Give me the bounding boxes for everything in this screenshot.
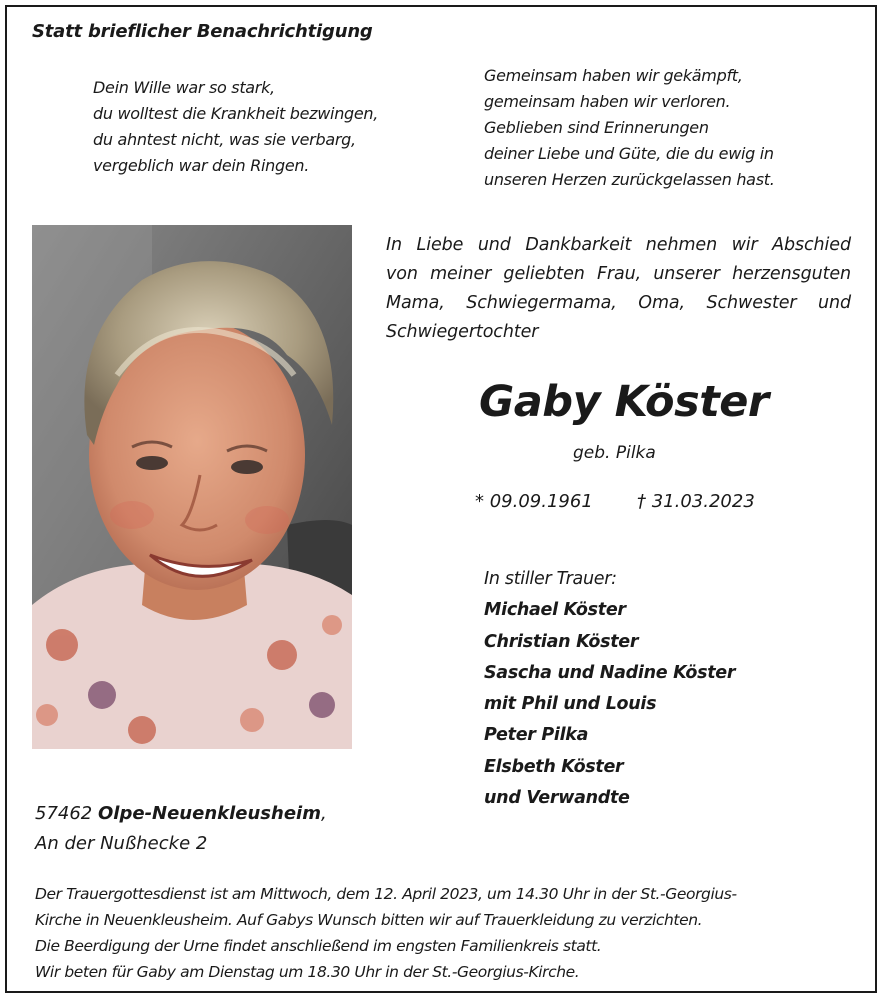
- intro-line: Mama, Schwiegermama, Oma, Schwester und: [386, 293, 851, 313]
- birth-date: * 09.09.1961: [475, 491, 593, 512]
- mourner-name: Sascha und Nadine Köster: [484, 662, 736, 683]
- mourner-name: Elsbeth Köster: [484, 756, 624, 777]
- poem-line: du ahntest nicht, was sie verbarg,: [93, 130, 356, 149]
- intro-line: von meiner geliebten Frau, unserer herzensguten: [386, 264, 851, 284]
- address-city-line: [35, 799, 327, 829]
- poem-line: vergeblich war dein Ringen.: [93, 156, 310, 175]
- address: [35, 799, 327, 859]
- street: An der Nußhecke 2: [35, 833, 208, 854]
- headline: Statt brieflicher Benachrichtigung: [32, 21, 373, 42]
- mourner-name: mit Phil und Louis: [484, 694, 657, 715]
- deceased-name: Gaby Köster: [479, 377, 769, 427]
- notice-line: Die Beerdigung der Urne findet anschließend im engsten Familienkreis statt.: [35, 937, 602, 955]
- address-comma: ,: [320, 803, 327, 824]
- poem-left: [93, 75, 378, 179]
- obituary-frame: [5, 5, 877, 993]
- poem-line: Gemeinsam haben wir gekämpft,: [484, 66, 743, 85]
- mourner-name: Michael Köster: [484, 600, 626, 621]
- poem-line: du wolltest die Krankheit bezwingen,: [93, 104, 379, 123]
- intro-line: In Liebe und Dankbarkeit nehmen wir Abschied: [386, 235, 851, 255]
- mourner-name: Peter Pilka: [484, 725, 589, 746]
- poem-line: Dein Wille war so stark,: [93, 78, 275, 97]
- mourners-lead: In stiller Trauer:: [484, 569, 617, 589]
- mourners-list: [484, 564, 735, 814]
- intro-text: [386, 231, 851, 347]
- poem-right: [484, 63, 775, 193]
- intro-line: Schwiegertochter: [386, 322, 539, 342]
- notice-line: Wir beten für Gaby am Dienstag um 18.30 Uhr in der St.-Georgius-Kirche.: [35, 963, 580, 981]
- death-date: † 31.03.2023: [637, 491, 755, 512]
- mourner-name: und Verwandte: [484, 788, 630, 809]
- notice-line: Kirche in Neuenkleusheim. Auf Gabys Wunsch bitten wir auf Trauerkleidung zu verzichten.: [35, 911, 703, 929]
- maiden-name: geb. Pilka: [573, 443, 656, 463]
- poem-line: deiner Liebe und Güte, die du ewig in: [484, 144, 774, 163]
- poem-line: Geblieben sind Erinnerungen: [484, 118, 709, 137]
- poem-line: gemeinsam haben wir verloren.: [484, 92, 731, 111]
- city: Olpe-Neuenkleusheim: [98, 803, 321, 824]
- service-notice: [35, 881, 855, 985]
- notice-line: Der Trauergottesdienst ist am Mittwoch, dem 12. April 2023, um 14.30 Uhr in der St.-Georgius-: [35, 885, 737, 903]
- mourner-name: Christian Köster: [484, 631, 639, 652]
- portrait-photo: [32, 225, 352, 749]
- postcode: 57462: [35, 803, 93, 824]
- poem-line: unseren Herzen zurückgelassen hast.: [484, 170, 775, 189]
